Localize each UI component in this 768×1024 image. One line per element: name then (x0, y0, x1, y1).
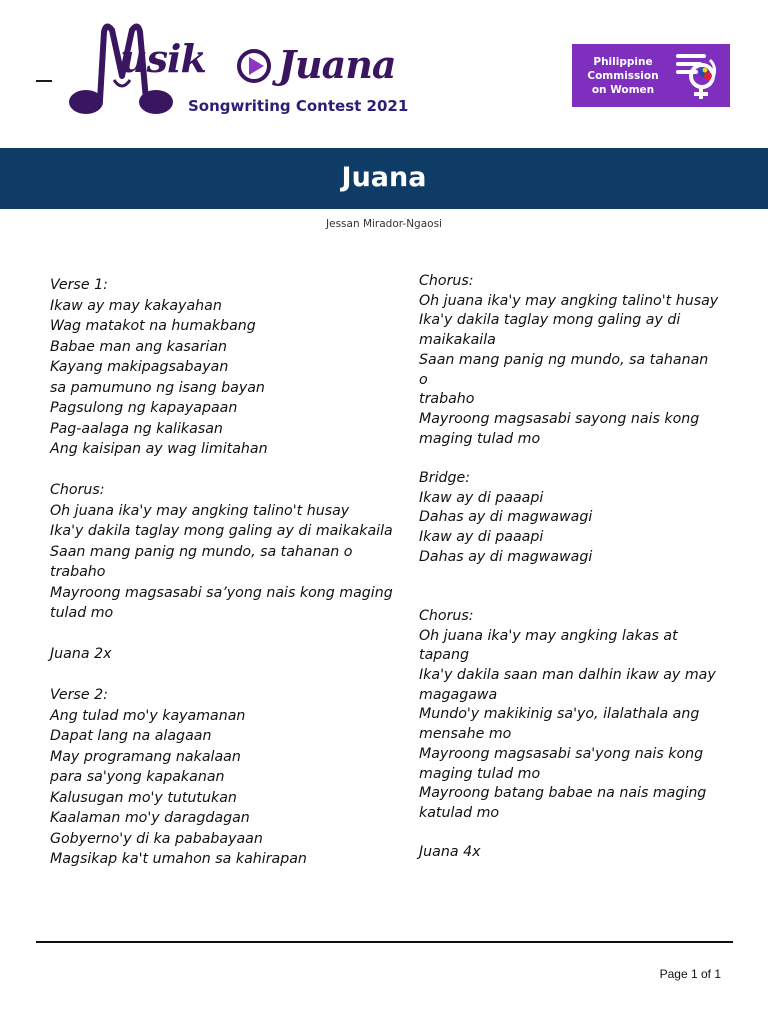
lyric-line: Kaalaman mo'y daragdagan (50, 810, 250, 826)
lyric-line: sa pamumuno ng isang bayan (50, 379, 265, 396)
lyric-line (50, 460, 400, 481)
lyric-line: Oh juana ika'y may angking talino't husay (419, 292, 719, 309)
lyric-line (50, 624, 400, 645)
lyric-line (419, 568, 719, 588)
lyric-line: Juana 4x (419, 844, 481, 861)
lyric-line: tulad mo (50, 605, 114, 621)
lyric-line: Wag matakot na humakbang (50, 318, 256, 334)
song-title: Juana (341, 162, 427, 193)
lyric-line: Mayroong magsasabi sayong nais kong (419, 410, 700, 427)
lyric-line: Mayroong batang babae na nais maging (419, 785, 707, 802)
pcw-logo (572, 44, 730, 107)
musikjuana-logo (66, 20, 409, 120)
logo-word-musik: usik (120, 36, 206, 81)
lyric-line: para sa'yong kapakanan (50, 769, 225, 785)
logo-word-juana: Juana (278, 42, 396, 87)
lyric-line: Verse 2: (50, 687, 108, 703)
lyric-line: trabaho (419, 391, 475, 408)
lyric-line: Ika'y dakila taglay mong galing ay di (419, 312, 681, 329)
lyric-line: Ikaw ay di paaapi (419, 489, 544, 506)
lyric-line (419, 587, 719, 607)
left-dash-mark (36, 80, 52, 82)
lyric-line: maging tulad mo (419, 430, 541, 447)
lyric-line: Dahas ay di magwawagi (419, 509, 593, 526)
author-name: Jessan Mirador-Ngaosi (326, 218, 442, 230)
lyric-line: May programang nakalaan (50, 748, 241, 765)
lyric-line: Saan mang panig ng mundo, sa tahanan o (419, 351, 709, 388)
lyric-line: maikakaila (419, 332, 496, 349)
pcw-emblem-icon (672, 50, 722, 102)
logo-subtitle: Songwriting Contest 2021 (188, 97, 409, 115)
page-indicator: Page 1 of 1 (659, 967, 721, 981)
pcw-name: Philippine Commission on Women (587, 56, 659, 96)
lyric-line: Mundo'y makikinig sa'yo, ilalathala ang (419, 706, 700, 723)
lyric-line: Ikaw ay di paaapi (419, 529, 544, 546)
lyric-line: Juana 2x (50, 646, 112, 662)
lyric-line: maging tulad mo (419, 765, 541, 782)
lyrics-right-column (419, 272, 719, 863)
lyric-line: Chorus: (419, 273, 474, 289)
lyric-line: mensahe mo (419, 726, 512, 743)
lyric-line: Mayroong magsasabi sa’yong nais kong maging (50, 584, 393, 601)
lyric-line (50, 665, 400, 686)
lyrics-left-column (50, 275, 400, 870)
lyric-line: Ang tulad mo'y kayamanan (50, 707, 246, 724)
lyric-line (419, 824, 719, 844)
lyric-line: Ika'y dakila saan man dalhin ikaw ay may (419, 667, 716, 684)
lyric-line: Magsikap ka't umahon sa kahirapan (50, 851, 307, 867)
lyric-line: Kayang makipagsabayan (50, 359, 229, 375)
lyric-line: magagawa (419, 686, 498, 703)
lyric-line: Dapat lang na alagaan (50, 728, 212, 744)
lyric-line: Verse 1: (50, 277, 108, 293)
lyric-line: Oh juana ika'y may angking lakas at tapang (419, 627, 678, 664)
lyric-line: Ika'y dakila taglay mong galing ay di maikakaila (50, 523, 393, 539)
lyric-line: Saan mang panig ng mundo, sa tahanan o (50, 543, 353, 560)
lyric-line: Ang kaisipan ay wag limitahan (50, 441, 268, 457)
lyric-line: Pagsulong ng kapayapaan (50, 400, 238, 416)
lyric-line: trabaho (50, 564, 106, 580)
lyric-line: Bridge: (419, 470, 471, 487)
lyric-line: Kalusugan mo'y tututukan (50, 789, 237, 806)
lyric-line: Oh juana ika'y may angking talino't husay (50, 502, 350, 519)
lyric-line: Ikaw ay may kakayahan (50, 297, 222, 314)
lyric-line: Dahas ay di magwawagi (419, 548, 593, 565)
footer-divider (36, 941, 733, 943)
lyric-line (419, 449, 719, 469)
lyric-line: Babae man ang kasarian (50, 338, 228, 355)
lyric-line: katulad mo (419, 804, 500, 821)
lyric-line: Chorus: (419, 607, 474, 624)
lyric-line: Gobyerno'y di ka pababayaan (50, 830, 263, 847)
lyric-line: Chorus: (50, 482, 105, 498)
lyric-line: Mayroong magsasabi sa'yong nais kong (419, 745, 704, 762)
lyric-line: Pag-aalaga ng kalikasan (50, 420, 223, 437)
